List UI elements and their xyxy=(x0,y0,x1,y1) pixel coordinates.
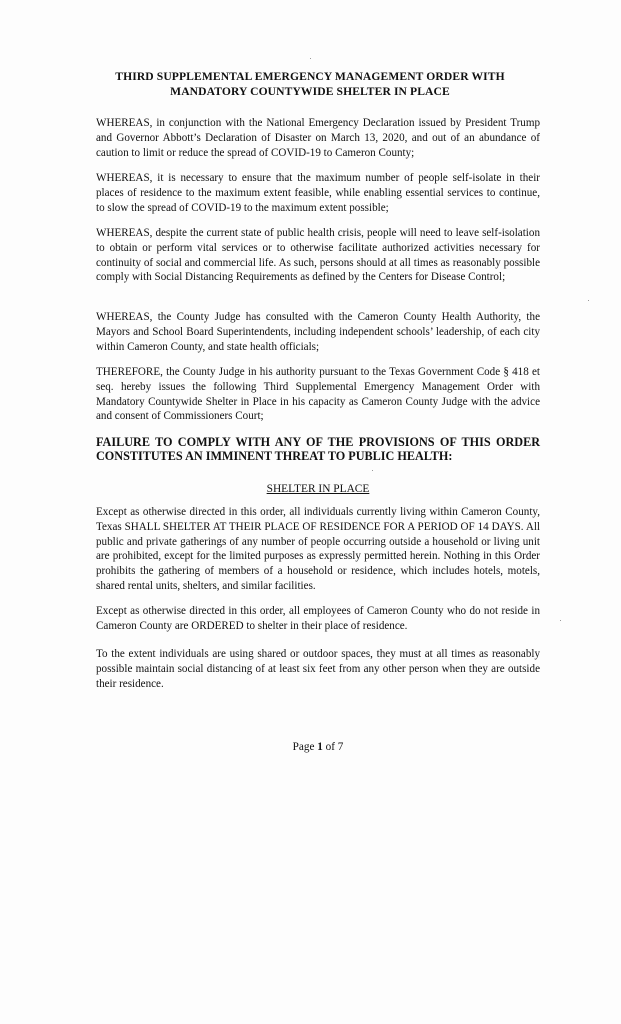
whereas-paragraph-1: WHEREAS, in conjunction with the National Emergency Declaration issued by President Trump and Governor Abbott’s Declaration of Disaster on March 13, 2020, and out of an abundance of caution to limit or reduce the spread of COVID-19 to Cameron County; xyxy=(96,117,540,159)
section-heading-shelter-in-place: SHELTER IN PLACE xyxy=(266,483,370,495)
compliance-warning: FAILURE TO COMPLY WITH ANY OF THE PROVISIONS OF THIS ORDER CONSTITUTES AN IMMINENT THREAT TO PUBLIC HEALTH: xyxy=(96,435,540,464)
therefore-paragraph: THEREFORE, the County Judge in his authority pursuant to the Texas Government Code § 418 et seq. hereby issues the following Third Supplemental Emergency Management Order with Mandatory Countywide Shelter in Place in his capacity as Cameron County Judge with the advice and consent of Commissioners Court; xyxy=(96,366,540,423)
page-prefix: Page xyxy=(292,741,318,753)
title-line-2: MANDATORY COUNTYWIDE SHELTER IN PLACE xyxy=(170,84,450,98)
whereas-paragraph-2: WHEREAS, it is necessary to ensure that the maximum number of people self-isolate in their places of residence to the maximum extent feasible, while enabling essential services to continue, to slow the spread of COVID-19 to the maximum extent possible; xyxy=(96,172,540,214)
scan-speck xyxy=(372,470,373,471)
scan-speck xyxy=(588,300,589,301)
whereas-paragraph-3: WHEREAS, despite the current state of public health crisis, people will need to leave self-isolation to obtain or perform vital services or to otherwise facilitate authorized activities necessary for continuity of social and commercial life. As such, persons should at all times as reasonably possible comply with Social Distancing Requirements as defined by the Centers for Disease Control; xyxy=(96,227,540,284)
scan-speck xyxy=(560,620,561,621)
shelter-paragraph-3: To the extent individuals are using shared or outdoor spaces, they must at all times as reasonably possible maintain social distancing of at least six feet from any other person when they are outside their residence. xyxy=(96,648,540,690)
page-middle: of xyxy=(322,741,338,753)
page-number-footer xyxy=(96,740,540,754)
page-current: 1 xyxy=(317,741,323,753)
title-line-1: THIRD SUPPLEMENTAL EMERGENCY MANAGEMENT ORDER WITH xyxy=(115,70,505,83)
scan-speck xyxy=(310,58,311,59)
document-title xyxy=(60,70,560,99)
whereas-paragraph-4: WHEREAS, the County Judge has consulted with the Cameron County Health Authority, the Mayors and School Board Superintendents, including independent schools’ leadership, of each city within Cameron County, and state health officials; xyxy=(96,311,540,353)
shelter-paragraph-1: Except as otherwise directed in this order, all individuals currently living within Cameron County, Texas SHALL SHELTER AT THEIR PLACE OF RESIDENCE FOR A PERIOD OF 14 DAYS. All public and private gatherings of any number of people occurring outside a household or living unit are prohibited, except for the limited purposes as expressly permitted herein. Nothing in this Order prohibits the gathering of members of a household or residence, which includes hotels, motels, shared rental units, shelters, and similar facilities. xyxy=(96,506,540,592)
shelter-paragraph-2: Except as otherwise directed in this order, all employees of Cameron County who do not reside in Cameron County are ORDERED to shelter in their place of residence. xyxy=(96,605,540,632)
page-total: 7 xyxy=(337,741,344,753)
